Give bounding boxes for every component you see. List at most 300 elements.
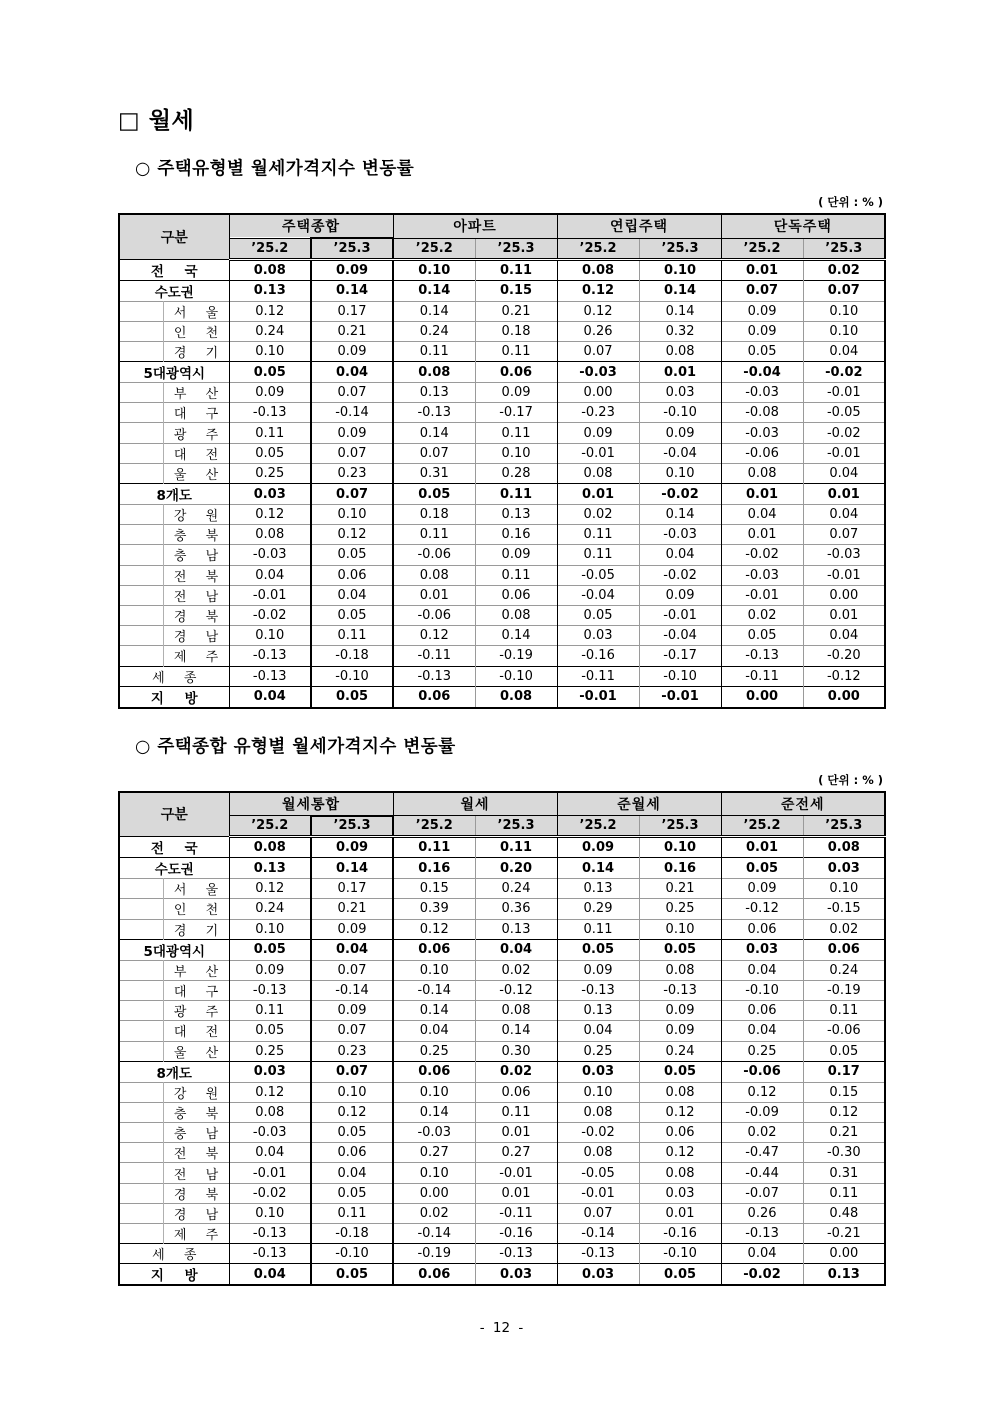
value-cell: -0.13	[557, 980, 639, 1000]
value-cell: -0.12	[721, 899, 803, 919]
value-cell: -0.13	[475, 1244, 557, 1264]
row-label: 부 산	[163, 383, 229, 403]
value-cell: 0.07	[311, 1021, 393, 1041]
value-cell: 0.06	[393, 686, 475, 708]
value-cell: 0.01	[475, 1183, 557, 1203]
row-label: 서 울	[163, 301, 229, 321]
value-cell: 0.08	[639, 1163, 721, 1183]
row-label-indent	[119, 1123, 163, 1143]
value-cell: 0.14	[639, 280, 721, 301]
value-cell: -0.14	[393, 1224, 475, 1244]
table-row	[119, 525, 885, 545]
value-cell: 0.13	[475, 505, 557, 525]
row-label: 지 방	[119, 1264, 229, 1286]
table-row	[119, 837, 885, 858]
value-cell: 0.10	[311, 505, 393, 525]
group-column-header: 주택종합	[229, 214, 393, 238]
row-label-indent	[119, 879, 163, 899]
value-cell: 0.11	[393, 341, 475, 361]
value-cell: -0.07	[721, 1183, 803, 1203]
value-cell: 0.21	[639, 879, 721, 899]
value-cell: -0.14	[311, 980, 393, 1000]
value-cell: 0.09	[229, 960, 311, 980]
value-cell: 0.09	[557, 423, 639, 443]
value-cell: 0.04	[803, 341, 885, 361]
period-column-header: ’25.3	[311, 816, 393, 837]
value-cell: 0.11	[393, 525, 475, 545]
value-cell: 0.03	[229, 1061, 311, 1082]
value-cell: 0.09	[475, 545, 557, 565]
row-label-indent	[119, 1224, 163, 1244]
value-cell: 0.08	[639, 341, 721, 361]
row-label: 전 북	[163, 1143, 229, 1163]
value-cell: 0.02	[803, 259, 885, 280]
row-label-indent	[119, 423, 163, 443]
table-row	[119, 1163, 885, 1183]
value-cell: 0.01	[721, 837, 803, 858]
value-cell: 0.10	[639, 837, 721, 858]
row-label: 광 주	[163, 423, 229, 443]
value-cell: 0.01	[721, 484, 803, 505]
value-cell: 0.08	[557, 463, 639, 483]
value-cell: -0.01	[475, 1163, 557, 1183]
row-label: 전 국	[119, 837, 229, 858]
value-cell: 0.06	[393, 939, 475, 960]
row-label-indent	[119, 1021, 163, 1041]
value-cell: 0.04	[229, 686, 311, 708]
value-cell: 0.01	[639, 1203, 721, 1223]
value-cell: -0.01	[639, 686, 721, 708]
row-label: 수도권	[119, 858, 229, 879]
row-label: 충 북	[163, 1102, 229, 1122]
row-label: 제 주	[163, 1224, 229, 1244]
value-cell: -0.21	[803, 1224, 885, 1244]
value-cell: -0.09	[721, 1102, 803, 1122]
value-cell: 0.06	[393, 1061, 475, 1082]
table-row	[119, 1102, 885, 1122]
row-label: 제 주	[163, 646, 229, 666]
value-cell: 0.04	[803, 505, 885, 525]
value-cell: -0.13	[229, 646, 311, 666]
value-cell: 0.10	[803, 301, 885, 321]
value-cell: -0.04	[639, 626, 721, 646]
value-cell: 0.14	[393, 280, 475, 301]
value-cell: 0.05	[311, 1183, 393, 1203]
section-rent-type	[118, 733, 885, 1287]
value-cell: 0.00	[803, 686, 885, 708]
value-cell: 0.18	[393, 505, 475, 525]
value-cell: 0.11	[557, 525, 639, 545]
value-cell: 0.06	[639, 1123, 721, 1143]
value-cell: 0.13	[803, 1264, 885, 1286]
value-cell: -0.03	[229, 1123, 311, 1143]
value-cell: -0.18	[311, 646, 393, 666]
value-cell: 0.14	[393, 423, 475, 443]
value-cell: 0.06	[393, 1264, 475, 1286]
value-cell: 0.09	[311, 1001, 393, 1021]
value-cell: 0.04	[721, 960, 803, 980]
value-cell: -0.06	[803, 1021, 885, 1041]
table-row	[119, 899, 885, 919]
row-label-indent	[119, 1001, 163, 1021]
value-cell: -0.19	[803, 980, 885, 1000]
table-row	[119, 1001, 885, 1021]
value-cell: 0.14	[557, 858, 639, 879]
value-cell: 0.09	[311, 259, 393, 280]
value-cell: 0.01	[803, 605, 885, 625]
value-cell: 0.09	[557, 837, 639, 858]
table-row	[119, 545, 885, 565]
value-cell: 0.08	[557, 1143, 639, 1163]
value-cell: 0.09	[557, 960, 639, 980]
value-cell: 0.06	[803, 939, 885, 960]
value-cell: 0.12	[393, 919, 475, 939]
row-label: 대 전	[163, 1021, 229, 1041]
value-cell: 0.11	[803, 1001, 885, 1021]
value-cell: -0.01	[557, 443, 639, 463]
table-row	[119, 484, 885, 505]
table-row	[119, 1183, 885, 1203]
value-cell: -0.13	[229, 403, 311, 423]
table-row	[119, 1203, 885, 1223]
value-cell: 0.08	[639, 960, 721, 980]
table-row	[119, 259, 885, 280]
value-cell: 0.14	[639, 301, 721, 321]
value-cell: 0.10	[311, 1082, 393, 1102]
row-label: 세 종	[119, 666, 229, 686]
value-cell: -0.06	[393, 605, 475, 625]
value-cell: 0.10	[393, 1082, 475, 1102]
row-label-indent	[119, 646, 163, 666]
value-cell: 0.11	[475, 423, 557, 443]
value-cell: -0.10	[475, 666, 557, 686]
value-cell: -0.10	[721, 980, 803, 1000]
value-cell: 0.09	[639, 1021, 721, 1041]
value-cell: 0.11	[311, 626, 393, 646]
value-cell: 0.02	[721, 1123, 803, 1143]
value-cell: 0.04	[721, 505, 803, 525]
value-cell: 0.10	[639, 919, 721, 939]
value-cell: 0.02	[475, 960, 557, 980]
value-cell: 0.12	[557, 280, 639, 301]
table-row	[119, 919, 885, 939]
value-cell: 0.05	[311, 686, 393, 708]
value-cell: 0.05	[639, 939, 721, 960]
value-cell: 0.25	[393, 1041, 475, 1061]
row-label-indent	[119, 341, 163, 361]
value-cell: -0.05	[557, 1163, 639, 1183]
table-row	[119, 383, 885, 403]
value-cell: 0.03	[639, 1183, 721, 1203]
value-cell: 0.07	[557, 341, 639, 361]
table-row	[119, 939, 885, 960]
value-cell: -0.03	[721, 565, 803, 585]
value-cell: -0.03	[393, 1123, 475, 1143]
value-cell: 0.05	[557, 939, 639, 960]
row-label-indent	[119, 1183, 163, 1203]
value-cell: -0.04	[639, 443, 721, 463]
value-cell: 0.10	[475, 443, 557, 463]
table-row	[119, 1082, 885, 1102]
value-cell: 0.25	[229, 463, 311, 483]
value-cell: 0.11	[229, 1001, 311, 1021]
value-cell: 0.03	[475, 1264, 557, 1286]
group-column-header: 단독주택	[721, 214, 885, 238]
value-cell: 0.18	[475, 321, 557, 341]
value-cell: -0.11	[393, 646, 475, 666]
row-label: 대 전	[163, 443, 229, 463]
period-column-header: ’25.2	[229, 816, 311, 837]
row-label: 강 원	[163, 505, 229, 525]
row-label: 지 방	[119, 686, 229, 708]
period-column-header: ’25.3	[803, 238, 885, 259]
value-cell: -0.02	[557, 1123, 639, 1143]
table-row	[119, 403, 885, 423]
value-cell: 0.12	[721, 1082, 803, 1102]
value-cell: 0.05	[721, 341, 803, 361]
value-cell: -0.13	[393, 403, 475, 423]
value-cell: 0.01	[721, 259, 803, 280]
row-label: 경 기	[163, 341, 229, 361]
table-row	[119, 1041, 885, 1061]
table-row	[119, 585, 885, 605]
value-cell: 0.10	[557, 1082, 639, 1102]
value-cell: 0.04	[721, 1244, 803, 1264]
value-cell: 0.08	[393, 565, 475, 585]
value-cell: 0.02	[557, 505, 639, 525]
value-cell: 0.03	[557, 1264, 639, 1286]
value-cell: 0.05	[229, 939, 311, 960]
row-label-indent	[119, 1041, 163, 1061]
section-housing-type	[118, 155, 885, 709]
value-cell: 0.11	[475, 484, 557, 505]
value-cell: 0.04	[311, 1163, 393, 1183]
value-cell: 0.04	[803, 626, 885, 646]
value-cell: 0.09	[311, 837, 393, 858]
group-column-header: 준전세	[721, 792, 885, 816]
value-cell: 0.00	[721, 686, 803, 708]
value-cell: 0.01	[639, 362, 721, 383]
value-cell: 0.21	[311, 321, 393, 341]
value-cell: 0.04	[393, 1021, 475, 1041]
period-column-header: ’25.2	[393, 816, 475, 837]
value-cell: 0.08	[229, 837, 311, 858]
value-cell: -0.03	[721, 383, 803, 403]
value-cell: 0.36	[475, 899, 557, 919]
value-cell: -0.13	[557, 1244, 639, 1264]
row-label: 5대광역시	[119, 939, 229, 960]
value-cell: -0.10	[639, 403, 721, 423]
value-cell: 0.05	[639, 1264, 721, 1286]
value-cell: -0.10	[639, 1244, 721, 1264]
row-label-indent	[119, 545, 163, 565]
value-cell: -0.11	[475, 1203, 557, 1223]
period-column-header: ’25.3	[639, 238, 721, 259]
value-cell: 0.24	[475, 879, 557, 899]
value-cell: 0.10	[229, 919, 311, 939]
group-column-header: 준월세	[557, 792, 721, 816]
row-label: 세 종	[119, 1244, 229, 1264]
value-cell: -0.01	[639, 605, 721, 625]
row-label: 강 원	[163, 1082, 229, 1102]
row-label: 충 남	[163, 545, 229, 565]
row-label-indent	[119, 626, 163, 646]
value-cell: 0.09	[475, 383, 557, 403]
period-column-header: ’25.2	[557, 816, 639, 837]
table-row	[119, 1061, 885, 1082]
value-cell: 0.07	[311, 484, 393, 505]
value-cell: 0.02	[803, 919, 885, 939]
table-row	[119, 565, 885, 585]
value-cell: 0.05	[311, 605, 393, 625]
value-cell: -0.16	[475, 1224, 557, 1244]
period-column-header: ’25.2	[229, 238, 311, 259]
value-cell: 0.23	[311, 463, 393, 483]
value-cell: 0.08	[639, 1082, 721, 1102]
value-cell: 0.14	[393, 1102, 475, 1122]
value-cell: 0.31	[803, 1163, 885, 1183]
value-cell: -0.04	[557, 585, 639, 605]
value-cell: 0.09	[639, 1001, 721, 1021]
row-label-indent	[119, 1082, 163, 1102]
value-cell: 0.08	[557, 1102, 639, 1122]
value-cell: 0.10	[229, 626, 311, 646]
value-cell: 0.13	[475, 919, 557, 939]
corner-header: 구분	[119, 792, 229, 837]
value-cell: 0.08	[803, 837, 885, 858]
value-cell: 0.08	[475, 605, 557, 625]
value-cell: 0.12	[639, 1143, 721, 1163]
page-title: □ 월세	[118, 108, 195, 134]
value-cell: 0.13	[393, 383, 475, 403]
value-cell: 0.09	[639, 423, 721, 443]
value-cell: 0.10	[229, 1203, 311, 1223]
value-cell: -0.01	[721, 585, 803, 605]
value-cell: -0.23	[557, 403, 639, 423]
value-cell: -0.01	[803, 443, 885, 463]
value-cell: 0.24	[803, 960, 885, 980]
value-cell: -0.03	[721, 423, 803, 443]
value-cell: 0.12	[311, 525, 393, 545]
value-cell: 0.26	[721, 1203, 803, 1223]
value-cell: -0.17	[475, 403, 557, 423]
value-cell: 0.16	[393, 858, 475, 879]
row-label: 부 산	[163, 960, 229, 980]
value-cell: 0.07	[557, 1203, 639, 1223]
value-cell: -0.11	[721, 666, 803, 686]
value-cell: -0.14	[311, 403, 393, 423]
value-cell: 0.15	[803, 1082, 885, 1102]
rent-index-table-by-rent-type	[118, 791, 886, 1287]
row-label: 8개도	[119, 484, 229, 505]
value-cell: 0.07	[311, 383, 393, 403]
table-row	[119, 1123, 885, 1143]
value-cell: 0.14	[393, 1001, 475, 1021]
value-cell: -0.02	[639, 565, 721, 585]
value-cell: 0.04	[311, 939, 393, 960]
value-cell: -0.04	[721, 362, 803, 383]
row-label: 5대광역시	[119, 362, 229, 383]
value-cell: 0.00	[393, 1183, 475, 1203]
value-cell: 0.05	[803, 1041, 885, 1061]
table-row	[119, 960, 885, 980]
value-cell: 0.08	[475, 686, 557, 708]
value-cell: 0.04	[229, 1143, 311, 1163]
value-cell: 0.01	[803, 484, 885, 505]
value-cell: 0.08	[557, 259, 639, 280]
table-row	[119, 1224, 885, 1244]
row-label-indent	[119, 301, 163, 321]
value-cell: 0.12	[393, 626, 475, 646]
group-column-header: 연립주택	[557, 214, 721, 238]
value-cell: 0.04	[803, 463, 885, 483]
value-cell: -0.17	[639, 646, 721, 666]
table-row	[119, 321, 885, 341]
table-row	[119, 686, 885, 708]
row-label: 인 천	[163, 899, 229, 919]
value-cell: 0.12	[229, 505, 311, 525]
table-row	[119, 879, 885, 899]
value-cell: 0.03	[803, 858, 885, 879]
value-cell: -0.01	[229, 585, 311, 605]
value-cell: 0.11	[475, 341, 557, 361]
value-cell: 0.17	[311, 879, 393, 899]
table2-unit-label: ( 단위 : % )	[818, 772, 883, 787]
row-label-indent	[119, 1163, 163, 1183]
row-label-indent	[119, 505, 163, 525]
value-cell: 0.07	[311, 1061, 393, 1082]
value-cell: 0.31	[393, 463, 475, 483]
value-cell: 0.13	[229, 858, 311, 879]
value-cell: 0.13	[557, 879, 639, 899]
value-cell: 0.11	[311, 1203, 393, 1223]
value-cell: 0.23	[311, 1041, 393, 1061]
value-cell: 0.09	[639, 585, 721, 605]
value-cell: 0.12	[639, 1102, 721, 1122]
value-cell: 0.24	[229, 321, 311, 341]
value-cell: 0.27	[475, 1143, 557, 1163]
value-cell: 0.09	[721, 321, 803, 341]
value-cell: -0.06	[721, 443, 803, 463]
value-cell: -0.02	[803, 423, 885, 443]
row-label-indent	[119, 1203, 163, 1223]
row-label-indent	[119, 960, 163, 980]
row-label: 8개도	[119, 1061, 229, 1082]
value-cell: 0.25	[229, 1041, 311, 1061]
row-label: 전 국	[119, 259, 229, 280]
row-label: 경 북	[163, 605, 229, 625]
row-label: 경 남	[163, 626, 229, 646]
value-cell: 0.14	[475, 626, 557, 646]
value-cell: 0.05	[229, 1021, 311, 1041]
value-cell: 0.09	[721, 301, 803, 321]
value-cell: 0.07	[311, 960, 393, 980]
value-cell: -0.13	[639, 980, 721, 1000]
value-cell: 0.25	[721, 1041, 803, 1061]
row-label-indent	[119, 899, 163, 919]
value-cell: -0.03	[803, 545, 885, 565]
table-row	[119, 423, 885, 443]
value-cell: -0.30	[803, 1143, 885, 1163]
value-cell: 0.24	[393, 321, 475, 341]
value-cell: 0.11	[803, 1183, 885, 1203]
value-cell: 0.05	[721, 626, 803, 646]
value-cell: -0.01	[557, 1183, 639, 1203]
table-row	[119, 280, 885, 301]
group-column-header: 월세	[393, 792, 557, 816]
value-cell: 0.15	[475, 280, 557, 301]
value-cell: 0.05	[229, 362, 311, 383]
